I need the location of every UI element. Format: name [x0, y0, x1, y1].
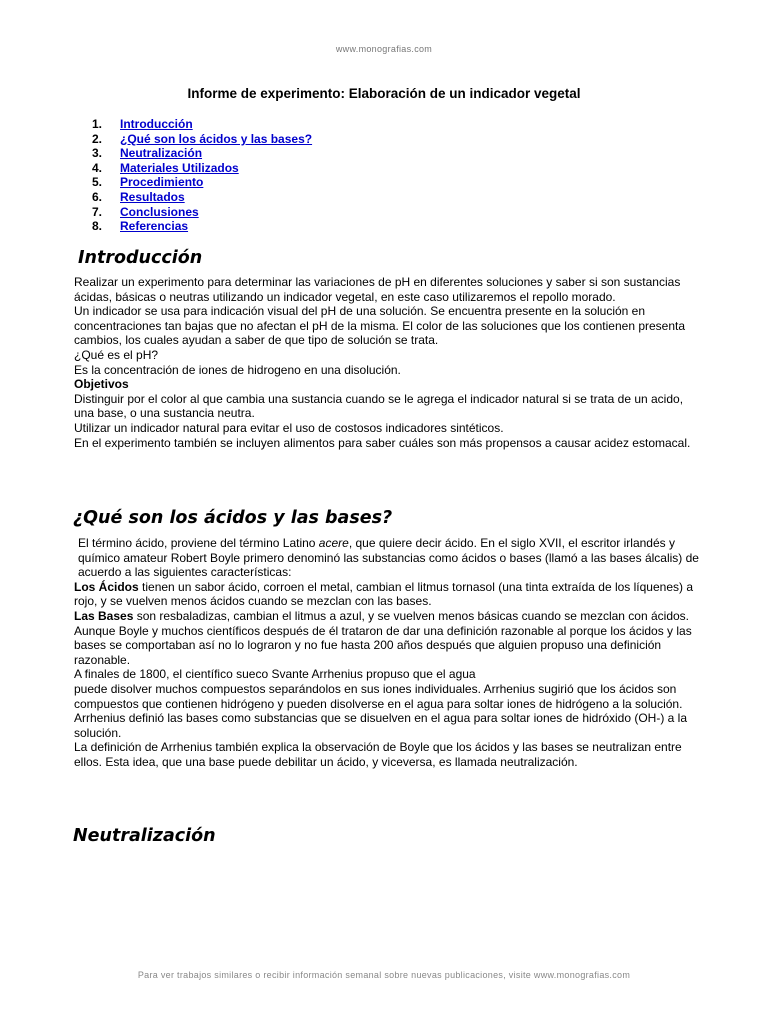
acidos-paragraph: Aunque Boyle y muchos científicos después de él trataron de dar una definición razonable al porque los ácidos y las bases se comportaban así no lo lograron y no fue hasta 200 años después que alguien propuso una definición razonable.: [74, 623, 692, 667]
bases-label: Las Bases: [74, 608, 134, 623]
introduccion-body: [74, 275, 704, 450]
acidos-bases-body: [74, 536, 704, 770]
toc-link-acidos-bases[interactable]: ¿Qué son los ácidos y las bases?: [120, 131, 313, 146]
toc-item: 8. Referencias: [92, 219, 189, 234]
bases-characteristics: Las Bases son resbaladizas, cambian el litmus a azul, y se vuelven menos básicas cuando se mezclan con ácidos.: [74, 608, 689, 623]
toc-link-referencias[interactable]: Referencias: [120, 219, 189, 234]
toc-item: 4. Materiales Utilizados: [92, 160, 239, 175]
table-of-contents: [92, 117, 312, 234]
toc-link-resultados[interactable]: Resultados: [120, 189, 185, 204]
document-title: Informe de experimento: Elaboración de un indicador vegetal: [187, 86, 581, 101]
toc-link-conclusiones[interactable]: Conclusiones: [120, 204, 199, 219]
intro-paragraph: Realizar un experimento para determinar las variaciones de pH en diferentes soluciones y saber si son sustancias ácidas, básicas o neutras utilizando un indicador vegetal, en este caso utilizaremos el repollo morado.: [74, 275, 681, 304]
acidos-paragraph: La definición de Arrhenius también explica la observación de Boyle que los ácidos y las bases se neutralizan entre ellos. Esta idea, que una base puede debilitar un ácido, y viceversa, es llamada neutralización.: [74, 740, 682, 769]
intro-paragraph: Un indicador se usa para indicación visual del pH de una solución. Se encuentra presente en la solución en concentraciones tan bajas que no afectan el pH de la misma. El color de las soluciones que los contienen presenta cambios, los cuales ayudan a saber de que tipo de solución se trata.: [74, 304, 686, 348]
toc-link-materiales[interactable]: Materiales Utilizados: [120, 160, 239, 175]
acidos-paragraph: El término ácido, proviene del término Latino acere, que quiere decir ácido. En el siglo XVII, el escritor irlandés y químico amateur Robert Boyle primero denominó las substancias como ácidos o bases (llamó a las bases álcalis) de acuerdo a las siguientes características:: [78, 536, 699, 580]
acidos-paragraph: puede disolver muchos compuestos separándolos en sus iones individuales. Arrhenius sugirió que los ácidos son compuestos que contienen hidrógeno y pueden disolverse en el agua para soltar iones de hidrógeno a la solución.: [74, 681, 683, 711]
page-footer-note: Para ver trabajos similares o recibir información semanal sobre nuevas publicaciones, visite www.monografias.com: [137, 970, 631, 980]
toc-link-procedimiento[interactable]: Procedimiento: [120, 175, 204, 190]
section-heading-neutralizacion: Neutralización: [73, 826, 216, 846]
toc-item: 5. Procedimiento: [92, 175, 204, 190]
ph-answer: Es la concentración de iones de hidrogeno en una disolución.: [74, 362, 401, 377]
page-header-site: www.monografias.com: [335, 44, 433, 54]
toc-item: 6. Resultados: [92, 189, 185, 204]
toc-link-introduccion[interactable]: Introducción: [120, 117, 193, 131]
acidos-label: Los Ácidos: [74, 579, 139, 594]
acidos-paragraph: A finales de 1800, el científico sueco Svante Arrhenius propuso que el agua: [74, 667, 476, 682]
ph-question: ¿Qué es el pH?: [74, 347, 159, 362]
acidos-paragraph: Arrhenius definió las bases como substancias que se disuelven en el agua para soltar iones de hidróxido (OH-) a la solución.: [74, 711, 688, 740]
toc-item: 7. Conclusiones: [92, 204, 199, 219]
toc-item: 3. Neutralización: [92, 146, 203, 161]
objective-item: Distinguir por el color al que cambia una sustancia cuando se le agrega el indicador natural si se trata de un acido, una base, o una sustancia neutra.: [74, 391, 684, 421]
section-heading-acidos-bases: ¿Qué son los ácidos y las bases?: [73, 508, 393, 528]
acidos-characteristics: Los Ácidos tienen un sabor ácido, corroen el metal, cambian el litmus tornasol (una tinta extraída de los líquenes) a rojo, y se vuelven menos ácidos cuando se mezclan con las bases.: [74, 579, 693, 609]
objective-item: En el experimento también se incluyen alimentos para saber cuáles son más propensos a causar acidez estomacal.: [74, 435, 691, 450]
toc-item: 1. Introducción: [92, 117, 193, 131]
objetivos-label: Objetivos: [74, 377, 129, 392]
latin-term: acere: [318, 536, 349, 550]
toc-link-neutralizacion[interactable]: Neutralización: [120, 146, 203, 161]
toc-item: 2. ¿Qué son los ácidos y las bases?: [92, 131, 313, 146]
objective-item: Utilizar un indicador natural para evitar el uso de costosos indicadores sintéticos.: [74, 420, 504, 435]
section-heading-introduccion: Introducción: [78, 248, 203, 268]
